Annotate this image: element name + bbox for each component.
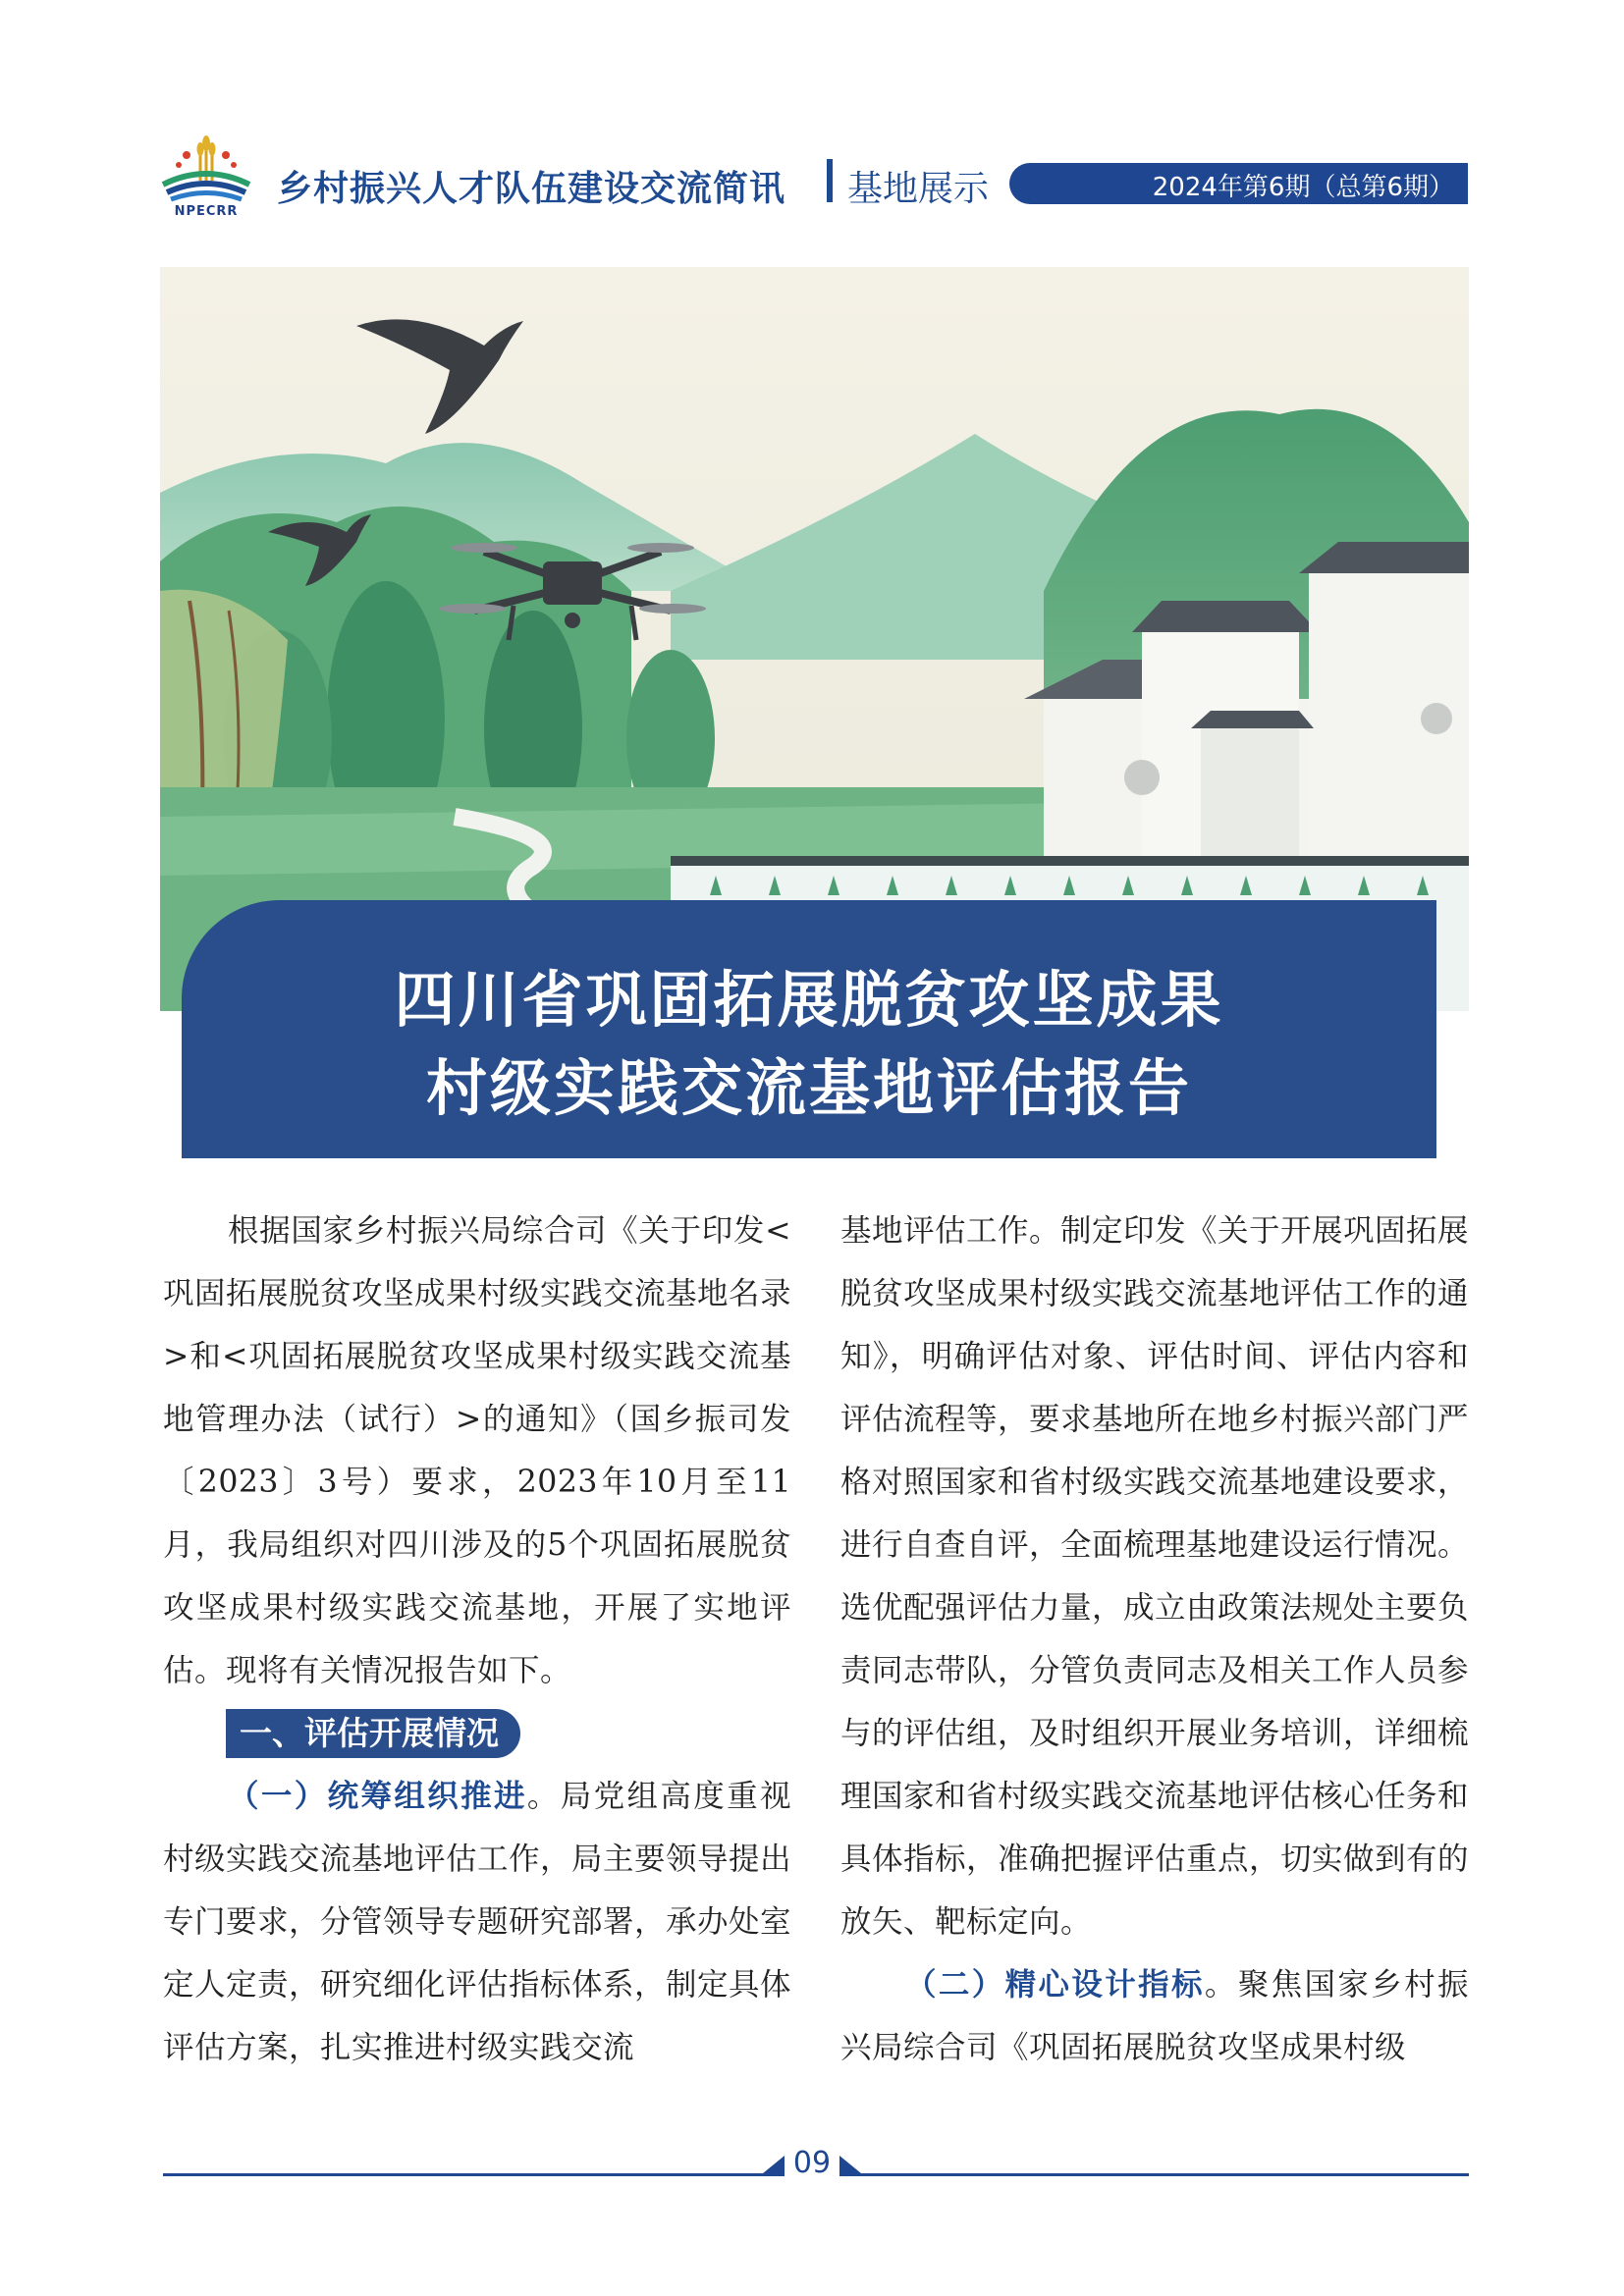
- article-column-right: [840, 1200, 1469, 2079]
- title-banner: [182, 900, 1436, 1158]
- header-divider: [827, 159, 833, 202]
- intro-paragraph: 根据国家乡村振兴局综合司《关于印发<巩固拓展脱贫攻坚成果村级实践交流基地名录>和<巩固拓展脱贫攻坚成果村级实践交流基地管理办法（试行）>的通知》（国乡振司发〔2023〕3号）要求，2023年10月至11月，我局组织对四川涉及的5个巩固拓展脱贫攻坚成果村级实践交流基地，开展了实地评估。现将有关情况报告如下。: [163, 1213, 792, 1688]
- continued-paragraph: 基地评估工作。制定印发《关于开展巩固拓展脱贫攻坚成果村级实践交流基地评估工作的通知》，明确评估对象、评估时间、评估内容和评估流程等，要求基地所在地乡村振兴部门严格对照国家和省村级实践交流基地建设要求，进行自查自评，全面梳理基地建设运行情况。选优配强评估力量，成立由政策法规处主要负责同志带队，分管负责同志及相关工作人员参与的评估组，及时组织开展业务培训，详细梳理国家和省村级实践交流基地评估核心任务和具体指标，准确把握评估重点，切实做到有的放矢、靶标定向。: [840, 1213, 1470, 1940]
- page-number-block: [763, 2146, 861, 2185]
- logo-text: NPECRR: [174, 204, 239, 219]
- subsection-text-1: 。局党组高度重视村级实践交流基地评估工作，局主要领导提出专门要求，分管领导专题研究部署，承办处室定人定责，研究细化评估指标体系，制定具体评估方案，扎实推进村级实践交流: [163, 1779, 792, 2065]
- report-title-line2: 村级实践交流基地评估报告: [425, 1052, 1192, 1124]
- article-column-left: [163, 1200, 791, 2079]
- page-number: 09: [785, 2146, 839, 2180]
- subsection-title-2: （二）精心设计指标: [905, 1966, 1205, 2002]
- publication-title: 乡村振兴人才队伍建设交流简讯: [277, 169, 786, 209]
- subsection-paragraph-1: [163, 1765, 791, 2079]
- page-header: [157, 133, 1468, 222]
- report-title-line1: 四川省巩固拓展脱贫攻坚成果: [394, 964, 1224, 1036]
- issue-badge: [1009, 163, 1468, 204]
- issue-text: 2024年第6期（总第6期）: [1152, 173, 1454, 202]
- subsection-paragraph-2: [840, 1953, 1469, 2079]
- section-name: 基地展示: [847, 169, 990, 209]
- npecrr-logo: [157, 133, 255, 222]
- subsection-text-2: 。聚焦国家乡村振兴局综合司《巩固拓展脱贫攻坚成果村级: [840, 1967, 1469, 2065]
- subsection-title-1: （一）统筹组织推进: [228, 1778, 527, 1814]
- section-heading-1: 一、评估开展情况: [226, 1709, 520, 1758]
